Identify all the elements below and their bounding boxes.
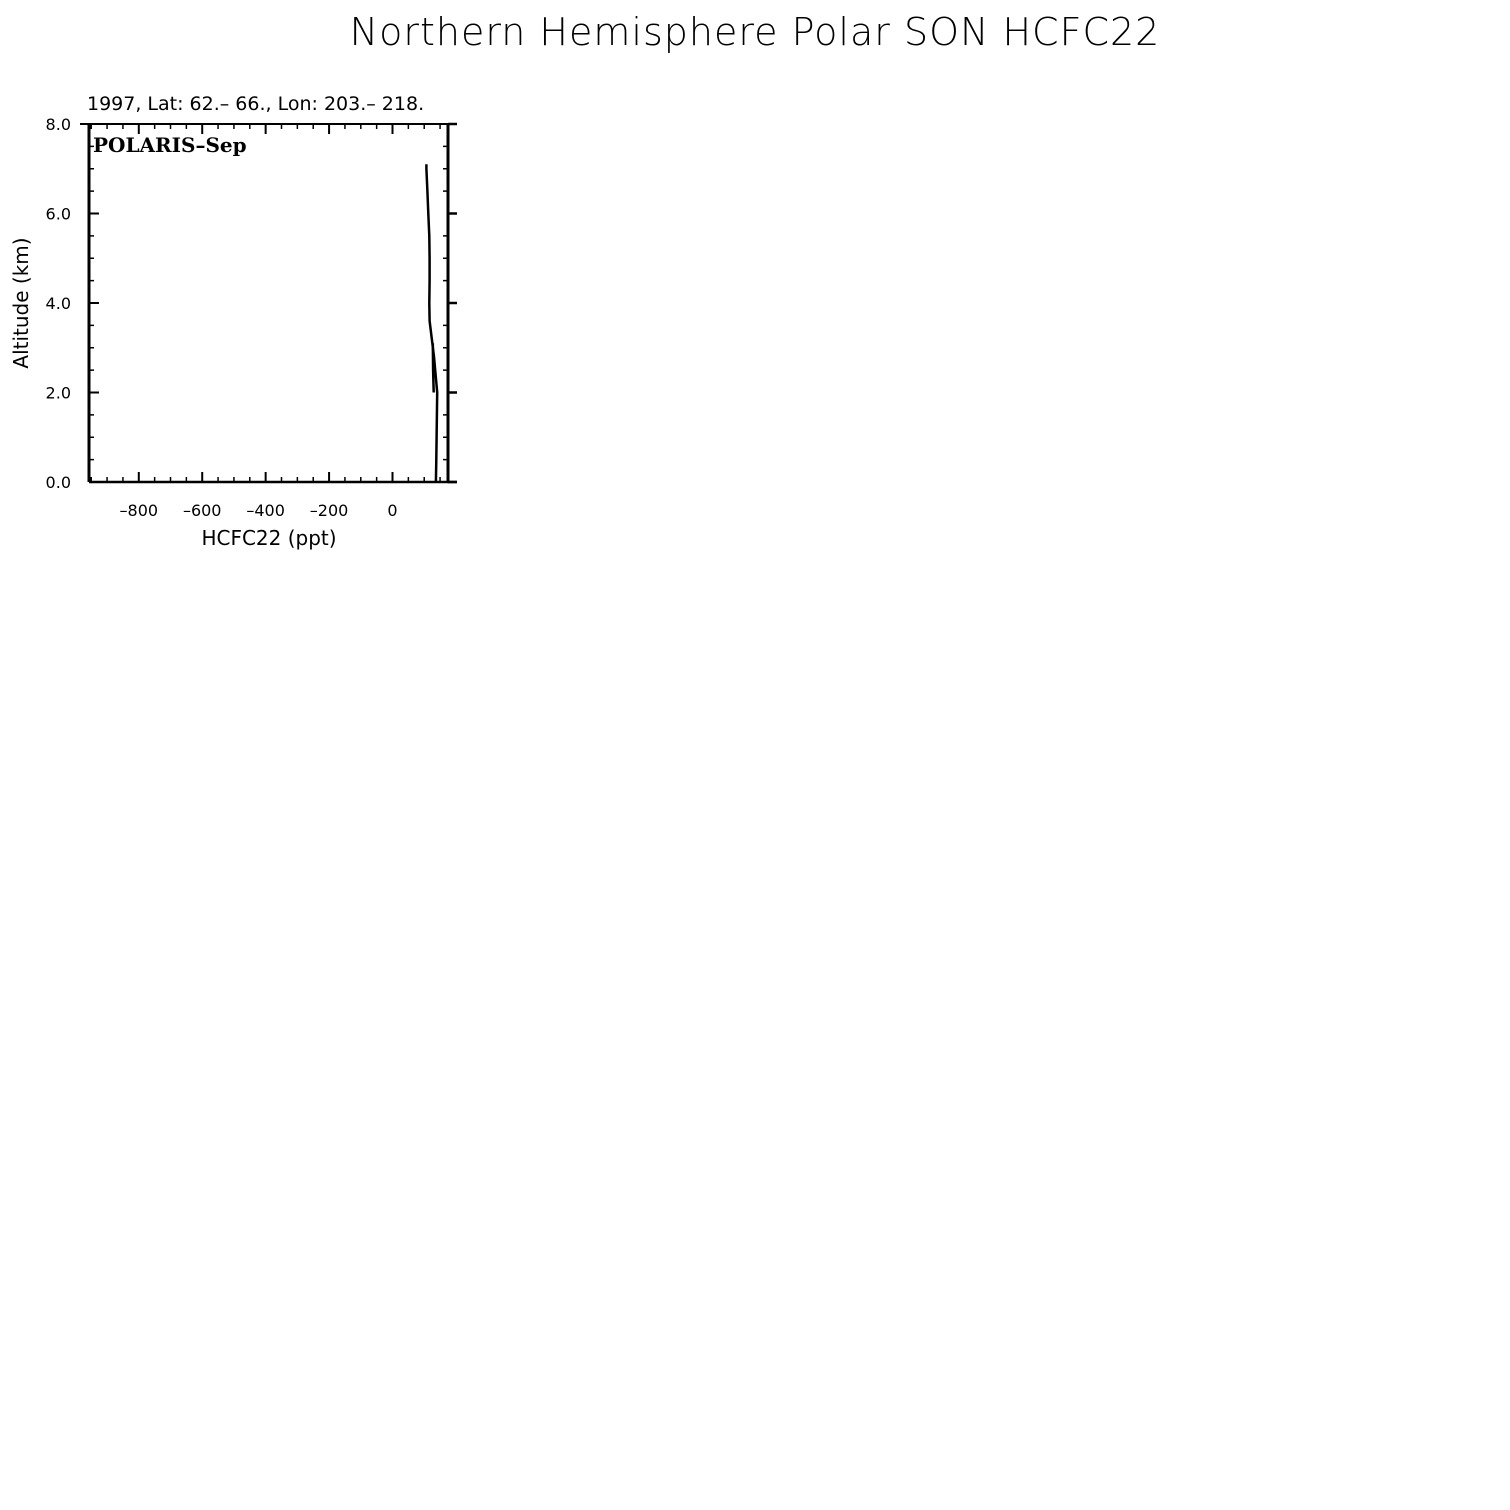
x-tick-label: –200 bbox=[309, 501, 349, 520]
x-axis-label: HCFC22 (ppt) bbox=[201, 526, 337, 550]
chart-title: Northern Hemisphere Polar SON HCFC22 bbox=[349, 10, 1161, 54]
y-tick-label: 2.0 bbox=[45, 383, 71, 403]
x-tick-label: –800 bbox=[119, 501, 159, 520]
y-tick-label: 4.0 bbox=[45, 294, 71, 313]
x-tick-label: –600 bbox=[182, 501, 222, 520]
y-tick-label: 8.0 bbox=[45, 115, 71, 134]
axes bbox=[46, 115, 457, 520]
chart-subtitle: 1997, Lat: 62.– 66., Lon: 203.– 218. bbox=[87, 93, 425, 115]
y-tick-label: 6.0 bbox=[45, 204, 71, 224]
campaign-annotation: POLARIS–Sep bbox=[93, 133, 247, 157]
x-tick-label: 0 bbox=[387, 501, 398, 520]
x-tick-label: –400 bbox=[246, 501, 285, 520]
y-tick-label: 0.0 bbox=[45, 473, 71, 492]
profile-line-1 bbox=[426, 164, 437, 482]
y-axis-label: Altitude (km) bbox=[9, 237, 33, 369]
series-layer bbox=[426, 164, 437, 482]
profile-line-2 bbox=[433, 343, 434, 392]
